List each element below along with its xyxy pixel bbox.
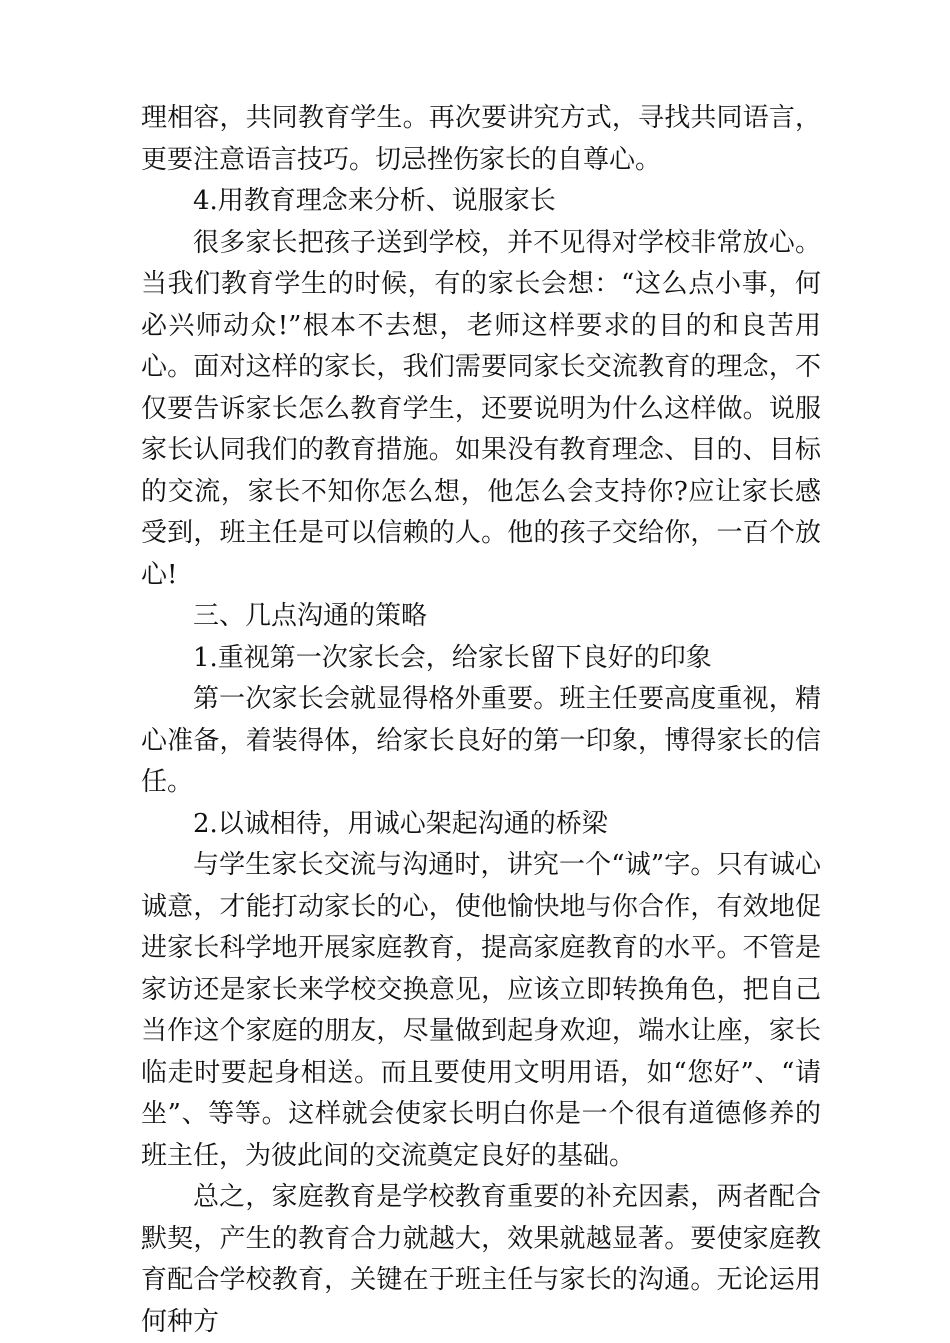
paragraph-conclusion: 总之，家庭教育是学校教育重要的补充因素，两者配合默契，产生的教育合力就越大，效果就越显著。要使家庭教育配合学校教育，关键在于班主任与家长的沟通。无论运用何种方 bbox=[141, 1182, 821, 1337]
section-heading-strategies: 三、几点沟通的策略 bbox=[193, 601, 428, 631]
paragraph-education-philosophy: 很多家长把孩子送到学校，并不见得对学校非常放心。当我们教育学生的时候，有的家长会想：“这么点小事，何必兴师动众!”根本不去想，老师这样要求的目的和良苦用心。面对这样的家长，我们需要同家长交流教育的理念，不仅要告诉家长怎么教育学生，还要说明为什么这样做。说服家长认同我们的教育措施。如果没有教育理念、目的、目标的交流，家长不知你怎么想，他怎么会支持你?应让家长感受到，班主任是可以信赖的人。他的孩子交给你，一百个放心! bbox=[141, 227, 821, 590]
document-body bbox=[141, 98, 821, 1343]
section-heading-2: 2.以诚相待，用诚心架起沟通的桥梁 bbox=[193, 808, 608, 839]
section-heading-1: 1.重视第一次家长会，给家长留下良好的印象 bbox=[193, 642, 712, 673]
section-heading-4: 4.用教育理念来分析、说服家长 bbox=[193, 186, 556, 216]
paragraph-first-meeting: 第一次家长会就显得格外重要。班主任要高度重视，精心准备，着装得体，给家长良好的第一印象，博得家长的信任。 bbox=[141, 684, 821, 797]
paragraph-sincerity: 与学生家长交流与沟通时，讲究一个“诚”字。只有诚心诚意，才能打动家长的心，使他愉快地与你合作，有效地促进家长科学地开展家庭教育，提高家庭教育的水平。不管是家访还是家长来学校交换意见，应该立即转换角色，把自己当作这个家庭的朋友，尽量做到起身欢迎，端水让座，家长临走时要起身相送。而且要使用文明用语，如“您好”、“请坐”、等等。这样就会使家长明白你是一个很有道德修养的班主任，为彼此间的交流奠定良好的基础。 bbox=[141, 850, 821, 1171]
paragraph-continuation: 理相容，共同教育学生。再次要讲究方式，寻找共同语言，更要注意语言技巧。切忌挫伤家长的自尊心。 bbox=[141, 103, 821, 175]
